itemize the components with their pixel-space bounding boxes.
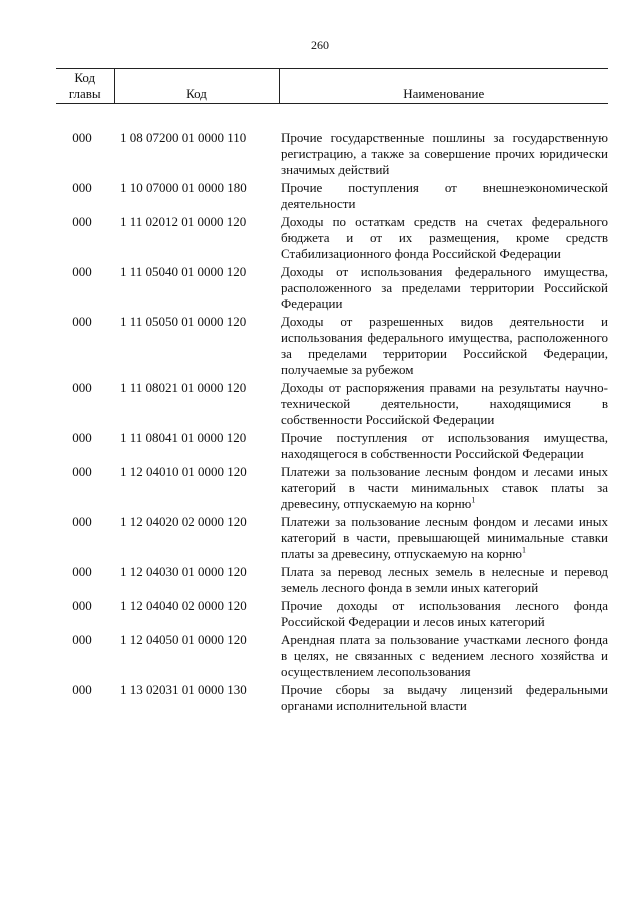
table-body	[56, 104, 608, 717]
table-row	[56, 180, 608, 214]
name-text: Прочие поступления от использования имущества, находящегося в собственности Российской Федерации	[281, 430, 608, 461]
name-text: Доходы от использования федерального имущества, расположенного за пределами территории Российской Федерации	[281, 264, 608, 311]
table-row	[56, 598, 608, 632]
table-row	[56, 264, 608, 314]
name-text: Доходы по остаткам средств на счетах федерального бюджета и от их размещения, кроме средств Стабилизационного фонда Российской Федерации	[281, 214, 608, 261]
name-text: Прочие доходы от использования лесного фонда Российской Федерации и лесов иных категорий	[281, 598, 608, 629]
name-text: Плата за перевод лесных земель в нелесные и перевод земель лесного фонда в земли иных категорий	[281, 564, 608, 595]
name-text: Прочие государственные пошлины за государственную регистрацию, а также за совершение прочих юридически значимых действий	[281, 130, 608, 177]
name-cell	[279, 380, 608, 430]
table-row	[56, 130, 608, 180]
header-chapter-code: Код главы	[56, 69, 114, 104]
footnote-marker: 1	[471, 495, 476, 505]
table-header-row	[56, 69, 608, 104]
name-text: Платежи за пользование лесным фондом и лесами иных категорий в части минимальных ставок платы за древесину, отпускаемую на корню	[281, 464, 608, 511]
name-cell	[279, 430, 608, 464]
name-text: Прочие сборы за выдачу лицензий федеральными органами исполнительной власти	[281, 682, 608, 713]
code-cell: 1 11 05050 01 0000 120	[120, 314, 247, 329]
name-cell	[279, 514, 608, 564]
table-row	[56, 430, 608, 464]
name-cell	[279, 564, 608, 598]
header-spacer	[56, 104, 608, 131]
chapter-code-cell: 000	[72, 598, 92, 613]
code-cell: 1 13 02031 01 0000 130	[120, 682, 247, 697]
code-cell: 1 12 04020 02 0000 120	[120, 514, 247, 529]
code-cell: 1 12 04010 01 0000 120	[120, 464, 247, 479]
name-cell	[279, 214, 608, 264]
chapter-code-cell: 000	[72, 380, 92, 395]
chapter-code-cell: 000	[72, 180, 92, 195]
chapter-code-cell: 000	[72, 632, 92, 647]
code-cell: 1 12 04040 02 0000 120	[120, 598, 247, 613]
page-number: 260	[311, 38, 329, 52]
name-cell	[279, 130, 608, 180]
name-cell	[279, 464, 608, 514]
table-row	[56, 464, 608, 514]
code-cell: 1 11 08021 01 0000 120	[120, 380, 247, 395]
chapter-code-cell: 000	[72, 314, 92, 329]
chapter-code-cell: 000	[72, 130, 92, 145]
code-cell: 1 08 07200 01 0000 110	[120, 130, 247, 145]
name-text: Доходы от распоряжения правами на результаты научно-технической деятельности, находящимися в собственности Российской Федерации	[281, 380, 608, 427]
footnote-marker: 1	[522, 545, 527, 555]
name-cell	[279, 264, 608, 314]
name-cell	[279, 682, 608, 716]
name-cell	[279, 598, 608, 632]
code-cell: 1 12 04030 01 0000 120	[120, 564, 247, 579]
table-row	[56, 632, 608, 682]
chapter-code-cell: 000	[72, 464, 92, 479]
table-row	[56, 682, 608, 716]
table-row	[56, 514, 608, 564]
chapter-code-cell: 000	[72, 214, 92, 229]
code-cell: 1 11 05040 01 0000 120	[120, 264, 247, 279]
name-text: Доходы от разрешенных видов деятельности и использования федерального имущества, расположенного за пределами территории Российской Федерации, получаемые за рубежом	[281, 314, 608, 377]
table-row	[56, 564, 608, 598]
name-cell	[279, 314, 608, 380]
name-text: Арендная плата за пользование участками лесного фонда в целях, не связанных с ведением лесного хозяйства и осуществлением лесопользования	[281, 632, 608, 679]
chapter-code-cell: 000	[72, 514, 92, 529]
code-cell: 1 12 04050 01 0000 120	[120, 632, 247, 647]
name-text: Прочие поступления от внешнеэкономической деятельности	[281, 180, 608, 211]
revenue-codes-table	[56, 68, 608, 716]
chapter-code-cell: 000	[72, 264, 92, 279]
code-cell: 1 11 02012 01 0000 120	[120, 214, 247, 229]
name-cell	[279, 180, 608, 214]
table-row	[56, 214, 608, 264]
code-cell: 1 10 07000 01 0000 180	[120, 180, 247, 195]
table-row	[56, 314, 608, 380]
name-text: Платежи за пользование лесным фондом и лесами иных категорий в части, превышающей минимальные ставки платы за древесину, отпускаемую на корню	[281, 514, 608, 561]
table-row	[56, 380, 608, 430]
chapter-code-cell: 000	[72, 682, 92, 697]
chapter-code-cell: 000	[72, 564, 92, 579]
name-cell	[279, 632, 608, 682]
code-cell: 1 11 08041 01 0000 120	[120, 430, 247, 445]
header-name: Наименование	[279, 69, 608, 104]
header-code: Код	[114, 69, 279, 104]
chapter-code-cell: 000	[72, 430, 92, 445]
